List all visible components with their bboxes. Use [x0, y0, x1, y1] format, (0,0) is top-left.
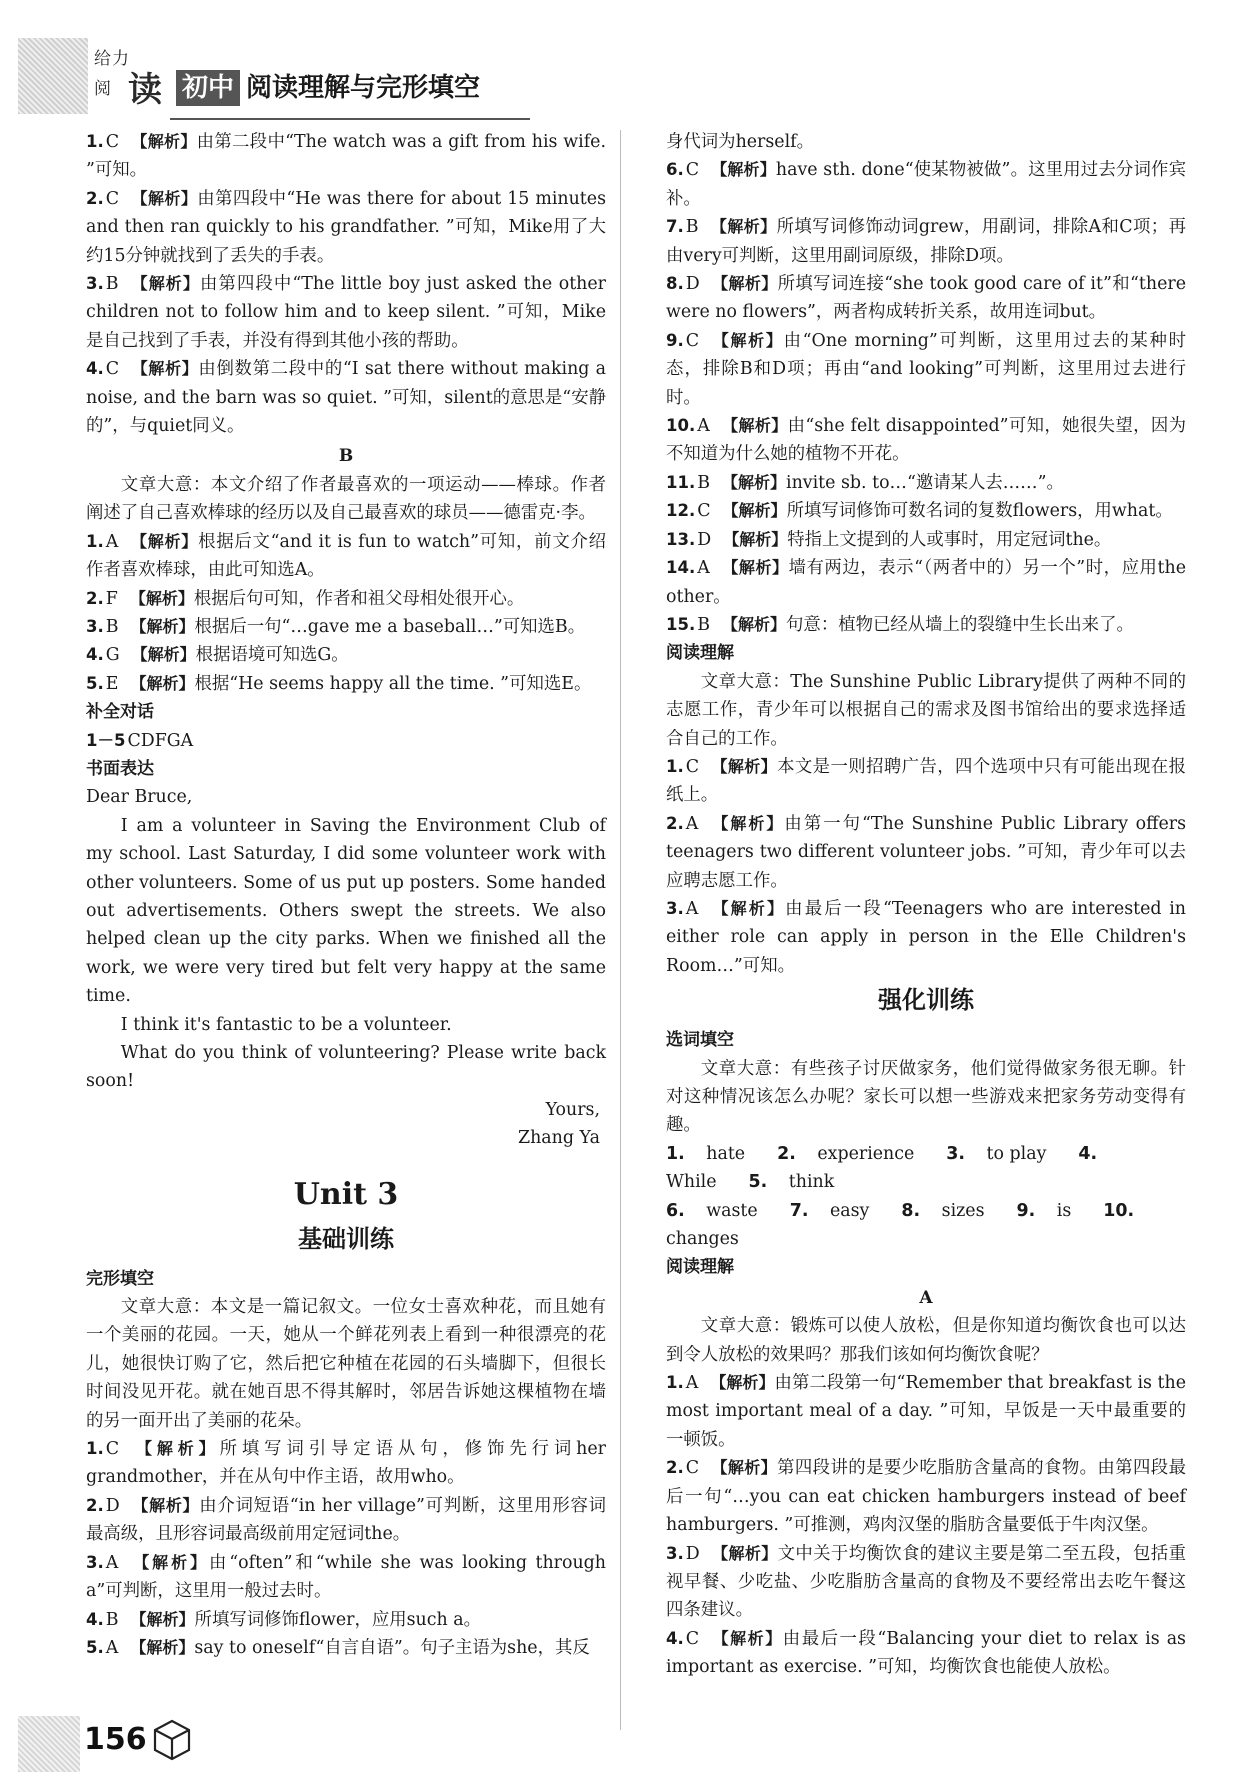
analysis-tag: 【解析】	[721, 558, 789, 578]
logo-bottom-text: 阅	[94, 79, 111, 99]
answer-item	[666, 497, 1186, 525]
item-answer: C	[105, 359, 120, 380]
item-answer: A	[685, 813, 699, 834]
item-answer: D	[685, 274, 700, 295]
analysis-tag: 【解析】	[711, 1628, 783, 1648]
section-heading: 阅读理解	[666, 643, 734, 664]
word-value: While	[666, 1172, 717, 1193]
passage-label: A	[919, 1287, 933, 1308]
analysis-text: say to oneself“自言自语”。句子主语为she，其反	[194, 1637, 590, 1658]
word-number: 4.	[1078, 1143, 1098, 1164]
analysis-text: 由第四段中“The little boy just asked the other children not to follow him and to keep silent. ”可知，Mike是自己找到了手表，并没有得到其他小孩的帮助。	[86, 274, 606, 351]
answer-item	[666, 554, 1186, 611]
analysis-tag: 【解析】	[130, 1637, 195, 1657]
item-answer: B	[697, 472, 711, 493]
item-answer: A	[105, 1552, 119, 1573]
section-heading: 补全对话	[86, 702, 154, 723]
paragraph: 文章大意：The Sunshine Public Library提供了两种不同的志愿工作，青少年可以根据自己的需求及图书馆给出的要求选择适合自己的工作。	[666, 671, 1186, 749]
item-answer: C	[685, 160, 700, 181]
answer-item	[86, 355, 606, 440]
item-number: 5.	[86, 673, 104, 693]
analysis-text: 第四段讲的是要少吃脂肪含量高的食物。由第四段最后一句“…you can eat chicken hamburgers instead of beef hamburgers. ”可推测，鸡肉汉堡的脂肪含量要低于牛肉汉堡。	[666, 1458, 1186, 1536]
item-number: 3.	[666, 898, 684, 918]
analysis-tag: 【解析】	[131, 132, 197, 151]
series-logo	[90, 44, 170, 108]
footer-texture	[18, 1716, 80, 1772]
word-number: 7.	[789, 1200, 809, 1221]
logo-big-text: 读	[128, 70, 162, 110]
analysis-tag: 【解析】	[711, 274, 778, 294]
analysis-text: 由介词短语“in her village”可判断，这里用形容词最高级，且形容词最高级前用定冠词the。	[86, 1495, 606, 1545]
analysis-tag: 【解析】	[722, 501, 787, 521]
word-number: 8.	[901, 1200, 921, 1221]
word-answer	[666, 1144, 761, 1164]
passage-label: B	[338, 446, 354, 467]
item-answer: D	[105, 1495, 120, 1516]
analysis-text: 根据后句可知，作者和祖父母相处很开心。	[193, 588, 525, 609]
word-value: changes	[666, 1229, 739, 1250]
item-answer: F	[105, 588, 118, 609]
page-footer	[18, 1716, 218, 1776]
analysis-tag: 【解析】	[130, 673, 195, 693]
answer-item	[86, 1492, 606, 1549]
item-number: 11.	[666, 472, 696, 492]
item-answer: C	[685, 1458, 700, 1479]
paragraph: I think it's fantastic to be a volunteer.	[120, 1014, 452, 1035]
analysis-text: 所填写词修饰flower，应用such a。	[194, 1609, 481, 1630]
answer-item	[86, 1634, 606, 1662]
item-answer: A	[105, 531, 119, 552]
item-answer: C	[105, 188, 120, 209]
analysis-text: 句意：植物已经从墙上的裂缝中生长出来了。	[786, 614, 1134, 635]
item-answer: B	[697, 614, 711, 635]
analysis-tag: 【解析】	[721, 416, 788, 436]
analysis-text: 由第二段第一句“Remember that breakfast is the most important meal of a day. ”可知，早饭是一天中最重要的一顿饭。	[666, 1373, 1186, 1450]
item-number: 2.	[86, 188, 104, 208]
analysis-tag: 【解析】	[130, 274, 200, 294]
analysis-text: 由第二段中“The watch was a gift from his wife. ”可知。	[86, 132, 606, 181]
analysis-tag: 【解析】	[131, 1495, 200, 1515]
item-number: 1.	[86, 1439, 104, 1459]
column-divider	[620, 130, 621, 1730]
item-number: 2.	[666, 813, 684, 833]
letter-signature: Yours,	[545, 1099, 600, 1120]
answer-item	[666, 753, 1186, 810]
answer-item	[86, 185, 606, 270]
analysis-tag: 【解析】	[710, 898, 786, 918]
header-texture	[18, 38, 88, 114]
analysis-text: 由“One morning”可判断，这里用过去的某种时态，排除B和D项；再由“and looking”可判断，这里用过去进行时。	[666, 330, 1186, 408]
analysis-tag: 【解析】	[710, 813, 785, 833]
item-number: 1.	[666, 756, 684, 776]
answer-item	[666, 1625, 1186, 1682]
word-answer	[666, 1201, 774, 1221]
analysis-text: 本文是一则招聘广告，四个选项中只有可能出现在报纸上。	[666, 756, 1186, 806]
word-answer-row	[666, 1140, 1186, 1197]
word-value: to play	[986, 1143, 1047, 1164]
item-answer: C	[685, 1628, 700, 1649]
item-number: 12.	[666, 501, 696, 521]
analysis-text: 所填写词引导定语从句，修饰先行词her grandmother，并在从句中作主语，故用who。	[86, 1439, 606, 1488]
section-heading: 选词填空	[666, 1030, 734, 1051]
word-answer	[901, 1201, 1000, 1221]
item-answer: C	[105, 132, 120, 152]
analysis-tag: 【解析】	[130, 616, 195, 636]
item-number: 4.	[86, 1609, 104, 1629]
analysis-text: 由最后一段“Teenagers who are interested in either role can apply in person in the Elle Children's Room…”可知。	[666, 898, 1186, 976]
word-answer-row	[666, 1197, 1186, 1254]
unit-title: Unit 3	[293, 1176, 399, 1212]
word-value: think	[788, 1172, 835, 1193]
word-answer	[777, 1144, 930, 1164]
item-number: 5.	[86, 1637, 104, 1657]
item-answer: D	[697, 529, 712, 550]
analysis-text: 根据“He seems happy all the time. ”可知选E。	[194, 673, 592, 694]
item-answer: B	[105, 274, 119, 295]
answer-item	[666, 412, 1186, 469]
answer-item	[86, 613, 606, 641]
analysis-text: 所填写词修饰可数名词的复数flowers，用what。	[786, 501, 1173, 522]
item-number: 2.	[86, 588, 104, 608]
answer-item	[666, 1454, 1186, 1539]
item-number: 10.	[666, 416, 696, 436]
word-number: 5.	[748, 1172, 768, 1193]
item-answer: D	[685, 1543, 700, 1564]
word-value: waste	[706, 1200, 758, 1221]
level-badge: 初中	[176, 70, 240, 106]
analysis-tag: 【解析】	[131, 188, 198, 208]
paragraph: 文章大意：有些孩子讨厌做家务，他们觉得做家务很无聊。针对这种情况该怎么办呢？家长可以想一些游戏来把家务劳动变得有趣。	[666, 1058, 1186, 1136]
answer-item	[86, 1435, 606, 1492]
analysis-text: 根据后文“and it is fun to watch”可知，前文介绍作者喜欢棒球，由此可知选A。	[86, 531, 606, 581]
word-value: hate	[706, 1143, 746, 1164]
answer-item	[666, 327, 1186, 412]
item-answer: B	[105, 616, 119, 637]
item-answer: A	[105, 1637, 119, 1658]
analysis-text: 所填写词修饰动词grew，用副词，排除A和C项；再由very可判断，这里用副词原级，排除D项。	[666, 217, 1186, 266]
word-number: 9.	[1016, 1200, 1036, 1221]
answer-item	[666, 1540, 1186, 1625]
analysis-tag: 【解析】	[131, 359, 199, 379]
paragraph: 身代词为herself。	[666, 132, 814, 152]
section-heading: 阅读理解	[666, 1257, 734, 1278]
paragraph: I am a volunteer in Saving the Environment Club of my school. Last Saturday, I did some volunteer work with other volunteers. Some of us put up posters. Some handed out advertisements. Others swept the streets. We also helped clean up the city parks. When we finished all the work, we were very tired but felt very happy at the same time.	[86, 815, 606, 1007]
analysis-text: invite sb. to…“邀请某人去……”。	[786, 472, 1064, 493]
answer-item	[86, 1549, 606, 1606]
item-number: 14.	[666, 558, 696, 578]
analysis-text: 文中关于均衡饮食的建议主要是第二至五段，包括重视早餐、少吃盐、少吃脂肪含量高的食物及不要经常出去吃午餐这四条建议。	[666, 1543, 1186, 1621]
analysis-tag: 【解析】	[710, 1373, 775, 1393]
logo-top-text: 给力	[94, 49, 130, 69]
cube-icon	[152, 1718, 192, 1762]
word-value: is	[1056, 1200, 1072, 1221]
analysis-text: 由最后一段“Balancing your diet to relax is as important as exercise. ”可知，均衡饮食也能使人放松。	[666, 1628, 1186, 1678]
analysis-text: 由第四段中“He was there for about 15 minutes and then ran quickly to his grandfather. ”可知，Mike用了大约15分钟就找到了丢失的手表。	[86, 188, 606, 266]
paragraph: 文章大意：锻炼可以使人放松，但是你知道均衡饮食也可以达到令人放松的效果吗？那我们该如何均衡饮食呢？	[666, 1316, 1186, 1365]
item-number: 7.	[666, 217, 684, 237]
training-title: 基础训练	[298, 1224, 394, 1253]
item-answer: B	[685, 217, 699, 238]
item-number: 2.	[86, 1495, 104, 1515]
answer-item	[666, 156, 1186, 213]
analysis-tag: 【解析】	[131, 645, 196, 665]
paragraph: 文章大意：本文是一篇记叙文。一位女士喜欢种花，而且她有一个美丽的花园。一天，她从一个鲜花列表上看到一种很漂亮的花儿，她很快订购了它，然后把它种植在花园的石头墙脚下，但很长时间没见开花。就在她百思不得其解时，邻居告诉她这棵植物在墙的另一面开出了美丽的花朵。	[86, 1297, 606, 1431]
item-number: 4.	[666, 1628, 684, 1648]
page-number: 156	[84, 1722, 147, 1757]
item-number: 3.	[86, 1552, 104, 1572]
word-number: 2.	[777, 1143, 796, 1164]
item-number: 3.	[86, 274, 104, 294]
analysis-tag: 【解析】	[711, 160, 776, 180]
item-number: 15.	[666, 614, 696, 634]
answer-item	[86, 727, 606, 755]
item-number: 8.	[666, 274, 684, 294]
word-value: sizes	[941, 1200, 985, 1221]
analysis-tag: 【解析】	[723, 529, 788, 549]
word-number: 3.	[946, 1143, 966, 1164]
training-title: 强化训练	[878, 986, 974, 1015]
word-answer	[790, 1201, 886, 1221]
analysis-text: 由“often”和“while she was looking through a”可判断，这里用一般过去时。	[86, 1552, 606, 1602]
analysis-tag: 【解析】	[129, 588, 194, 608]
item-number: 4.	[86, 359, 104, 379]
word-number: 1.	[666, 1143, 685, 1164]
answer-item	[666, 270, 1186, 327]
word-answer	[1017, 1201, 1088, 1221]
book-title: 阅读理解与完形填空	[246, 73, 481, 103]
paragraph: 文章大意：本文介绍了作者最喜欢的一项运动——棒球。作者阐述了自己喜欢棒球的经历以及自己最喜欢的球员——德雷克·李。	[86, 474, 606, 524]
analysis-tag: 【解析】	[130, 1552, 209, 1572]
analysis-text: have sth. done“使某物被做”。这里用过去分词作宾补。	[666, 160, 1186, 209]
analysis-tag: 【解析】	[711, 1543, 778, 1563]
answer-item	[86, 270, 606, 355]
item-number: 6.	[666, 160, 684, 180]
item-number: 3.	[86, 616, 104, 636]
analysis-text: 墙有两边，表示“（两者中的）另一个”时，应用the other。	[666, 558, 1186, 607]
word-value: easy	[829, 1200, 870, 1221]
answer-item	[86, 528, 606, 585]
analysis-text: 由倒数第二段中的“I sat there without making a noise, and the barn was so quiet. ”可知，silent的意思是“安静的”，与quiet同义。	[86, 359, 606, 437]
item-number: 1.	[86, 531, 104, 551]
item-answer: C	[685, 330, 700, 351]
item-answer: C	[105, 1439, 120, 1460]
answer-item	[666, 526, 1186, 554]
analysis-tag: 【解析】	[722, 614, 787, 634]
analysis-tag: 【解析】	[130, 531, 199, 551]
section-heading: 书面表达	[86, 758, 154, 779]
word-number: 10.	[1103, 1200, 1135, 1221]
item-number: 3.	[666, 1543, 684, 1563]
item-number: 2.	[666, 1458, 684, 1478]
paragraph: Dear Bruce,	[86, 787, 193, 808]
item-answer: E	[105, 673, 119, 694]
analysis-tag: 【解析】	[710, 217, 777, 237]
item-number: 4.	[86, 645, 104, 665]
answer-item	[86, 128, 606, 185]
item-answer: A	[685, 898, 699, 919]
answer-item	[666, 213, 1186, 270]
analysis-text: 由第一句“The Sunshine Public Library offers teenagers two different volunteer jobs. ”可知，青少年可以去应聘志愿工作。	[666, 813, 1186, 891]
answer-item	[666, 469, 1186, 497]
answer-item	[86, 670, 606, 698]
analysis-tag: 【解析】	[711, 1458, 778, 1478]
answer-item	[86, 641, 606, 669]
item-number: 1.	[86, 132, 104, 151]
item-answer: A	[697, 416, 710, 437]
item-number: 9.	[666, 330, 684, 350]
analysis-text: 根据后一句“…gave me a baseball…”可知选B。	[194, 616, 586, 637]
analysis-text: 所填写词连接“she took good care of it”和“there were no flowers”，两者构成转折关系，故用连词but。	[666, 274, 1186, 323]
item-answer: C	[685, 756, 700, 777]
item-answer: C	[697, 501, 711, 522]
word-value: experience	[817, 1143, 915, 1164]
item-number: 13.	[666, 529, 696, 549]
answer-item	[666, 611, 1186, 639]
analysis-tag: 【解析】	[722, 472, 787, 492]
item-number: 1－5	[86, 730, 126, 750]
analysis-tag: 【解析】	[130, 1609, 195, 1629]
analysis-text: 特指上文提到的人或事时，用定冠词the。	[787, 529, 1112, 550]
analysis-tag: 【解析】	[131, 1439, 220, 1459]
left-column	[86, 128, 606, 1662]
analysis-text: 由“she felt disappointed”可知，她很失望，因为不知道为什么她的植物不开花。	[666, 416, 1186, 465]
answer-item	[666, 895, 1186, 980]
word-answer	[946, 1144, 1062, 1164]
answer-item	[86, 585, 606, 613]
right-column	[666, 128, 1186, 1682]
word-answer	[749, 1172, 851, 1192]
answer-item	[86, 1606, 606, 1634]
analysis-tag: 【解析】	[711, 756, 778, 776]
analysis-text: 根据语境可知选G。	[195, 645, 349, 666]
item-answer: G	[105, 645, 120, 666]
item-number: 1.	[666, 1373, 684, 1393]
item-answer: A	[685, 1373, 699, 1394]
item-answer: CDFGA	[127, 730, 194, 751]
item-answer: B	[105, 1609, 119, 1630]
word-number: 6.	[666, 1200, 685, 1221]
paragraph: What do you think of volunteering? Please write back soon!	[86, 1043, 606, 1092]
page-header	[18, 38, 1232, 124]
header-rule	[170, 118, 530, 120]
answer-item	[666, 1369, 1186, 1454]
analysis-tag: 【解析】	[711, 330, 784, 350]
item-answer: A	[697, 558, 710, 579]
section-heading: 完形填空	[86, 1268, 154, 1289]
letter-signature: Zhang Ya	[517, 1128, 600, 1149]
answer-item	[666, 810, 1186, 895]
